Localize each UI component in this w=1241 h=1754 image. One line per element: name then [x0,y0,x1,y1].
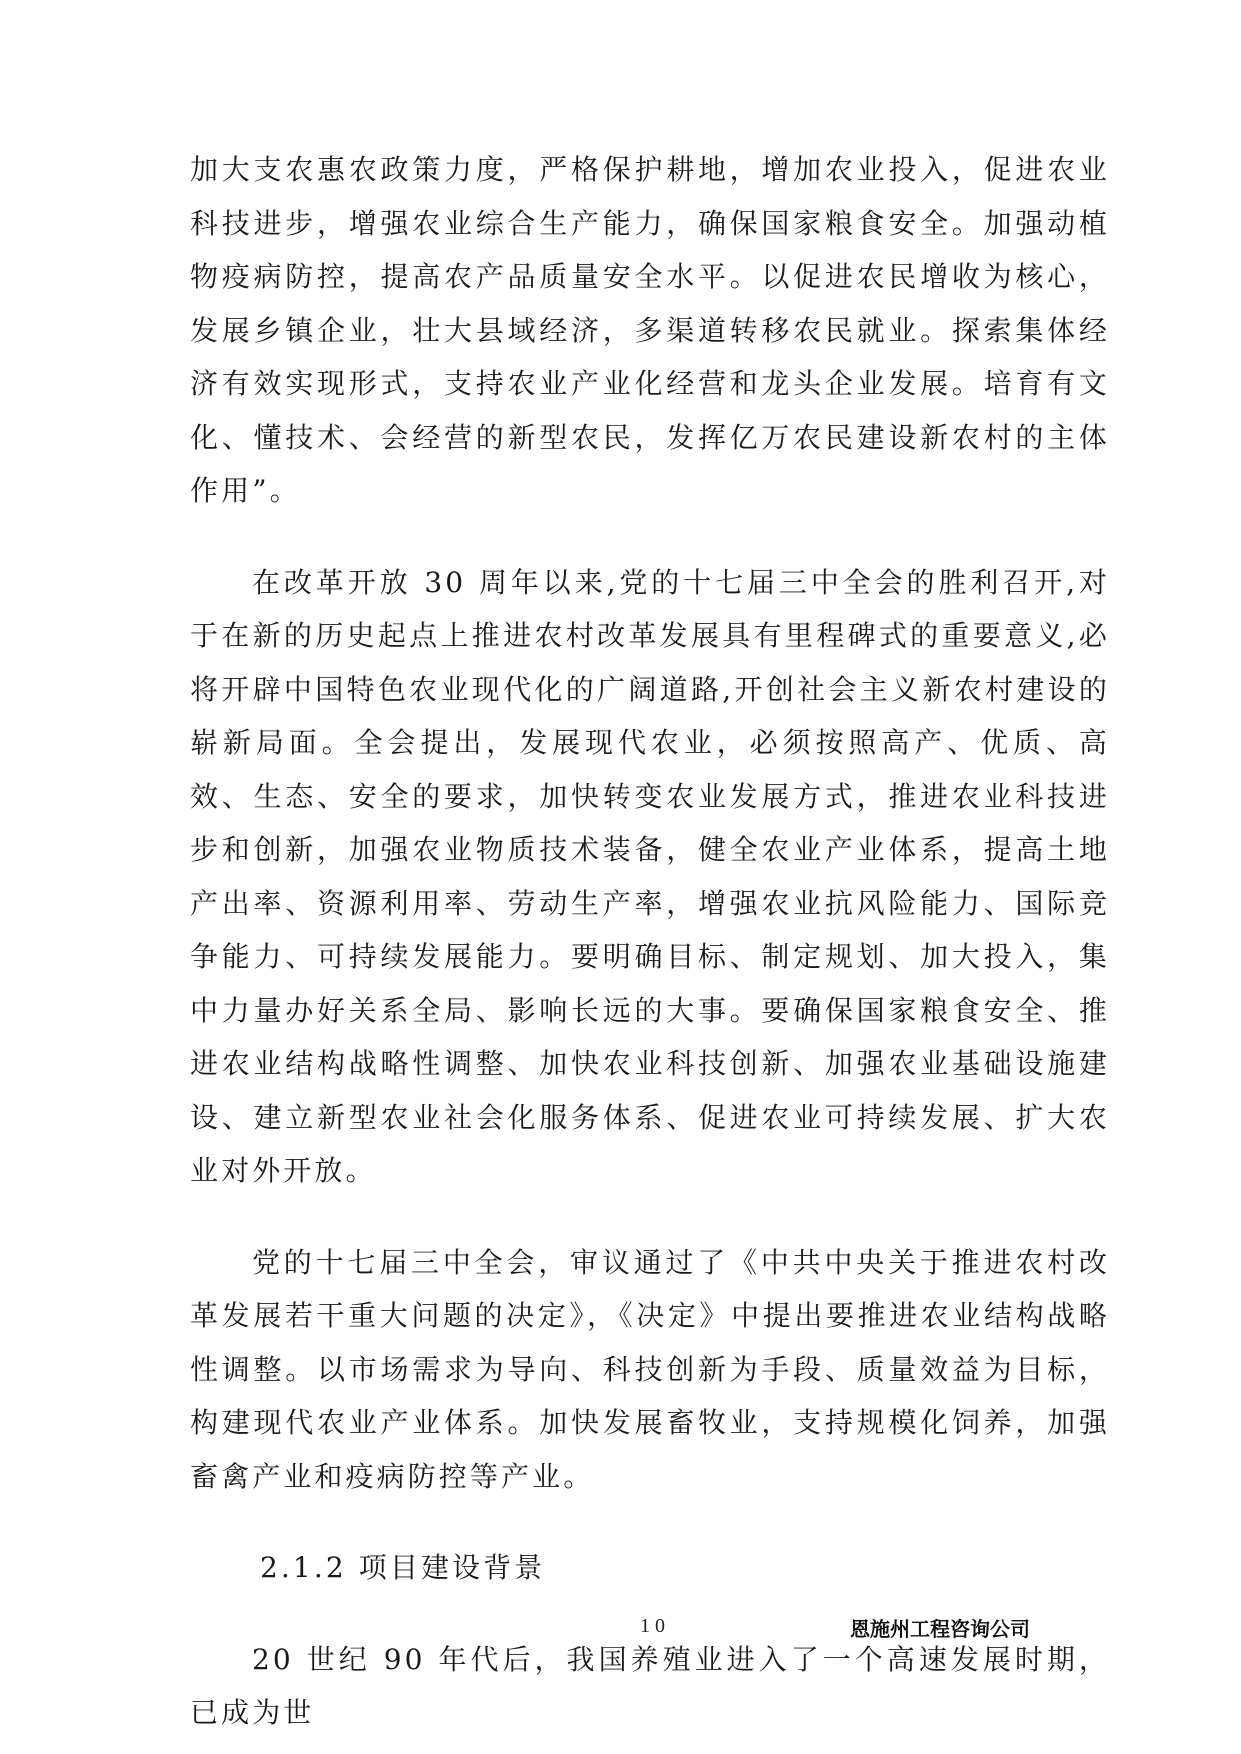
document-body [190,143,1110,1740]
paragraph-gap [190,518,1110,556]
page-footer [0,1615,1241,1655]
paragraph-3: 党的十七届三中全会，审议通过了《中共中央关于推进农村改革发展若干重大问题的决定》，《决定》中提出要推进农业结构战略性调整。以市场需求为导向、科技创新为手段、质量效益为目标，构建现代农业产业体系。加快发展畜牧业，支持规模化饲养，加强畜禽产业和疫病防控等产业。 [190,1245,1110,1493]
paragraph-4: 20 世纪 90 年代后，我国养殖业进入了一个高速发展时期，已成为世 [190,1642,1110,1729]
paragraph-gap [190,1198,1110,1236]
paragraph-2: 在改革开放 30 周年以来,党的十七届三中全会的胜利召开,对于在新的历史起点上推进农村改革发展具有里程碑式的重要意义,必将开辟中国特色农业现代化的广阔道路,开创社会主义新农村建设的崭新局面。全会提出，发展现代农业，必须按照高产、优质、高效、生态、安全的要求，加快转变农业发展方式，推进农业科技进步和创新，加强农业物质技术装备，健全农业产业体系，提高土地产出率、资源利用率、劳动生产率，增强农业抗风险能力、国际竞争能力、可持续发展能力。要明确目标、制定规划、加大投入，集中力量办好关系全局、影响长远的大事。要确保国家粮食安全、推进农业结构战略性调整、加快农业科技创新、加强农业基础设施建设、建立新型农业社会化服务体系、促进农业可持续发展、扩大农业对外开放。 [190,565,1110,1187]
company-name: 恩施州工程咨询公司 [850,1617,1030,1641]
page-number: 10 [640,1615,670,1637]
paragraph-1: 加大支农惠农政策力度，严格保护耕地，增加农业投入，促进农业科技进步，增强农业综合生产能力，确保国家粮食安全。加强动植物疫病防控，提高农产品质量安全水平。以促进农民增收为核心，发展乡镇企业，壮大县域经济，多渠道转移农民就业。探索集体经济有效实现形式，支持农业产业化经营和龙头企业发展。培育有文化、懂技术、会经营的新型农民，发挥亿万农民建设新农村的主体作用”。 [190,153,1110,507]
section-heading: 2.1.2 项目建设背景 [260,1551,546,1584]
paragraph-gap [190,1503,1110,1541]
